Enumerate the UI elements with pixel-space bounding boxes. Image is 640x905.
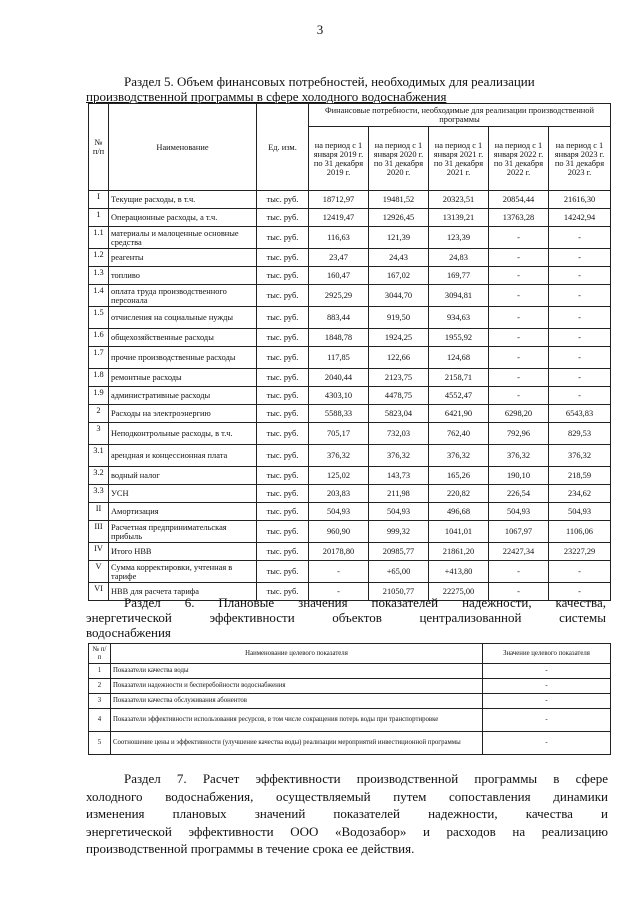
- row-unit: тыс. руб.: [257, 347, 309, 369]
- indicator-name: Соотношение цены и эффективности (улучшение качества воды) реализации мероприятий инвестиционной программы: [111, 732, 483, 755]
- row-value-2023: 504,93: [549, 503, 611, 521]
- row-value-2020: 211,98: [369, 485, 429, 503]
- row-num: V: [89, 561, 109, 583]
- indicator-row: [89, 664, 611, 679]
- row-value-2020: 20985,77: [369, 543, 429, 561]
- row-num: I: [89, 191, 109, 209]
- row-num: VI: [89, 583, 109, 601]
- row-value-2021: 20323,51: [429, 191, 489, 209]
- row-value-2021: +413,80: [429, 561, 489, 583]
- indicator-row: [89, 709, 611, 732]
- row-value-2019: 960,90: [309, 521, 369, 543]
- row-value-2020: 19481,52: [369, 191, 429, 209]
- indicator-num: 3: [89, 694, 111, 709]
- row-value-2020: 21050,77: [369, 583, 429, 601]
- row-value-2019: -: [309, 583, 369, 601]
- row-value-2023: 218,59: [549, 467, 611, 485]
- table-row: [89, 387, 611, 405]
- row-value-2020: 2123,75: [369, 369, 429, 387]
- indicator-name: Показатели качества обслуживания абонентов: [111, 694, 483, 709]
- row-value-2020: 12926,45: [369, 209, 429, 227]
- row-value-2020: 3044,70: [369, 285, 429, 307]
- row-name: Итого НВВ: [109, 543, 257, 561]
- table-row: [89, 267, 611, 285]
- row-value-2023: -: [549, 347, 611, 369]
- row-value-2019: 883,44: [309, 307, 369, 329]
- table-row: [89, 347, 611, 369]
- row-value-2019: 20178,80: [309, 543, 369, 561]
- row-name: оплата труда производственного персонала: [109, 285, 257, 307]
- indicator-num: 2: [89, 679, 111, 694]
- row-value-2020: 999,32: [369, 521, 429, 543]
- target-indicators-table: [88, 643, 611, 755]
- table-row: [89, 467, 611, 485]
- row-value-2022: -: [489, 267, 549, 285]
- row-value-2022: -: [489, 285, 549, 307]
- row-unit: тыс. руб.: [257, 467, 309, 485]
- row-value-2021: 2158,71: [429, 369, 489, 387]
- indicator-value: -: [483, 694, 611, 709]
- row-unit: тыс. руб.: [257, 387, 309, 405]
- row-value-2020: 1924,25: [369, 329, 429, 347]
- row-value-2022: -: [489, 387, 549, 405]
- row-value-2022: 6298,20: [489, 405, 549, 423]
- indicator-value: -: [483, 679, 611, 694]
- indicator-row: [89, 679, 611, 694]
- row-value-2020: 143,73: [369, 467, 429, 485]
- row-value-2021: 24,83: [429, 249, 489, 267]
- row-name: прочие производственные расходы: [109, 347, 257, 369]
- row-unit: тыс. руб.: [257, 521, 309, 543]
- row-value-2021: 124,68: [429, 347, 489, 369]
- row-value-2021: 762,40: [429, 423, 489, 445]
- row-value-2019: 1848,78: [309, 329, 369, 347]
- row-value-2020: 732,03: [369, 423, 429, 445]
- indicators-header-row: [89, 644, 611, 664]
- table-row: [89, 227, 611, 249]
- row-num: 3.1: [89, 445, 109, 467]
- row-value-2023: 6543,83: [549, 405, 611, 423]
- row-value-2022: -: [489, 347, 549, 369]
- section7-line5: производственной программы в течение срока ее действия.: [86, 841, 415, 856]
- indicator-num: 4: [89, 709, 111, 732]
- row-value-2023: -: [549, 267, 611, 285]
- header-name: Наименование: [109, 104, 257, 191]
- row-value-2022: 792,96: [489, 423, 549, 445]
- table-row: [89, 209, 611, 227]
- section6-title-line1: Раздел 6. Плановые значения показателей надежности, качества,: [124, 595, 606, 610]
- section6-title: [86, 595, 606, 640]
- row-value-2020: 376,32: [369, 445, 429, 467]
- row-value-2021: 376,32: [429, 445, 489, 467]
- row-num: 1.5: [89, 307, 109, 329]
- row-num: 1.6: [89, 329, 109, 347]
- row-num: 1.3: [89, 267, 109, 285]
- indicator-num: 1: [89, 664, 111, 679]
- section6-title-line2: энергетической эффективности объектов централизованной системы: [86, 610, 606, 625]
- section7-line1: Раздел 7. Расчет эффективности производственной программы в сфере: [124, 771, 608, 786]
- row-value-2023: -: [549, 329, 611, 347]
- row-value-2020: 919,50: [369, 307, 429, 329]
- row-value-2022: 1067,97: [489, 521, 549, 543]
- row-value-2021: 496,68: [429, 503, 489, 521]
- row-value-2022: 376,32: [489, 445, 549, 467]
- table-row: [89, 503, 611, 521]
- row-value-2019: 116,63: [309, 227, 369, 249]
- row-name: Текущие расходы, в т.ч.: [109, 191, 257, 209]
- row-num: 1.2: [89, 249, 109, 267]
- row-unit: тыс. руб.: [257, 191, 309, 209]
- row-value-2019: -: [309, 561, 369, 583]
- row-value-2022: -: [489, 369, 549, 387]
- row-value-2021: 22275,00: [429, 583, 489, 601]
- table-row: [89, 405, 611, 423]
- row-name: реагенты: [109, 249, 257, 267]
- header-period-2021: на период с 1 января 2021 г. по 31 декабря 2021 г.: [429, 127, 489, 191]
- row-value-2023: -: [549, 369, 611, 387]
- row-name: административные расходы: [109, 387, 257, 405]
- row-value-2019: 160,47: [309, 267, 369, 285]
- indicator-num: 5: [89, 732, 111, 755]
- row-name: УСН: [109, 485, 257, 503]
- row-value-2019: 376,32: [309, 445, 369, 467]
- row-name: Амортизация: [109, 503, 257, 521]
- table-row: [89, 561, 611, 583]
- table-row: [89, 543, 611, 561]
- row-value-2023: 376,32: [549, 445, 611, 467]
- row-name: Расходы на электроэнергию: [109, 405, 257, 423]
- financial-needs-rows: [89, 191, 611, 601]
- row-value-2023: -: [549, 227, 611, 249]
- row-num: 3.2: [89, 467, 109, 485]
- row-unit: тыс. руб.: [257, 209, 309, 227]
- section7-line3: изменения плановых значений показателей надежности, качества и: [86, 806, 608, 821]
- header-period-2023: на период с 1 января 2023 г. по 31 декабря 2023 г.: [549, 127, 611, 191]
- row-name: Расчетная предпринимательская прибыль: [109, 521, 257, 543]
- row-value-2022: -: [489, 583, 549, 601]
- row-value-2021: 21861,20: [429, 543, 489, 561]
- row-value-2019: 117,85: [309, 347, 369, 369]
- row-name: Неподконтрольные расходы, в т.ч.: [109, 423, 257, 445]
- indicator-name: Показатели надежности и бесперебойности водоснабжения: [111, 679, 483, 694]
- row-value-2019: 12419,47: [309, 209, 369, 227]
- row-value-2020: 24,43: [369, 249, 429, 267]
- row-value-2019: 203,83: [309, 485, 369, 503]
- row-unit: тыс. руб.: [257, 285, 309, 307]
- row-value-2023: -: [549, 583, 611, 601]
- row-num: 1.8: [89, 369, 109, 387]
- row-value-2022: 190,10: [489, 467, 549, 485]
- row-num: 3.3: [89, 485, 109, 503]
- row-value-2023: 14242,94: [549, 209, 611, 227]
- row-value-2023: 234,62: [549, 485, 611, 503]
- row-unit: тыс. руб.: [257, 249, 309, 267]
- row-value-2023: -: [549, 285, 611, 307]
- row-value-2022: 226,54: [489, 485, 549, 503]
- row-value-2021: 4552,47: [429, 387, 489, 405]
- row-value-2021: 1955,92: [429, 329, 489, 347]
- row-unit: тыс. руб.: [257, 423, 309, 445]
- row-name: НВВ для расчета тарифа: [109, 583, 257, 601]
- indicator-name: Показатели качества воды: [111, 664, 483, 679]
- row-value-2019: 705,17: [309, 423, 369, 445]
- indicator-row: [89, 732, 611, 755]
- row-value-2023: 23227,29: [549, 543, 611, 561]
- row-value-2021: 123,39: [429, 227, 489, 249]
- row-value-2020: +65,00: [369, 561, 429, 583]
- row-value-2023: -: [549, 307, 611, 329]
- row-value-2021: 165,26: [429, 467, 489, 485]
- row-value-2019: 23,47: [309, 249, 369, 267]
- table-row: [89, 423, 611, 445]
- row-value-2022: -: [489, 249, 549, 267]
- table-row: [89, 307, 611, 329]
- section5-title-line2: производственной программы в сфере холодного водоснабжения: [86, 89, 447, 104]
- header-group: Финансовые потребности, необходимые для реализации производственной программы: [309, 104, 611, 127]
- row-value-2019: 2040,44: [309, 369, 369, 387]
- indicator-value: -: [483, 732, 611, 755]
- row-num: III: [89, 521, 109, 543]
- indicators-rows: [89, 664, 611, 755]
- table-row: [89, 369, 611, 387]
- indicator-row: [89, 694, 611, 709]
- row-value-2022: 20854,44: [489, 191, 549, 209]
- row-value-2020: 122,66: [369, 347, 429, 369]
- row-unit: тыс. руб.: [257, 227, 309, 249]
- row-name: Сумма корректировки, учтенная в тарифе: [109, 561, 257, 583]
- row-value-2021: 3094,81: [429, 285, 489, 307]
- row-value-2019: 4303,10: [309, 387, 369, 405]
- table-row: [89, 485, 611, 503]
- header-num: № п/п: [89, 104, 109, 191]
- header-unit: Ед. изм.: [257, 104, 309, 191]
- row-value-2021: 220,82: [429, 485, 489, 503]
- row-value-2019: 504,93: [309, 503, 369, 521]
- table-row: [89, 249, 611, 267]
- section7-line4: энергетической эффективности ООО «Водозабор» и расходов на реализацию: [86, 823, 608, 839]
- indicator-value: -: [483, 709, 611, 732]
- row-name: отчисления на социальные нужды: [109, 307, 257, 329]
- row-value-2019: 18712,97: [309, 191, 369, 209]
- row-value-2023: -: [549, 249, 611, 267]
- financial-needs-table: [88, 103, 611, 601]
- row-value-2022: -: [489, 561, 549, 583]
- row-value-2023: -: [549, 387, 611, 405]
- section6-title-line3: водоснабжения: [86, 625, 171, 640]
- row-unit: тыс. руб.: [257, 503, 309, 521]
- row-name: ремонтные расходы: [109, 369, 257, 387]
- table-row: [89, 445, 611, 467]
- row-value-2021: 934,63: [429, 307, 489, 329]
- row-value-2021: 1041,01: [429, 521, 489, 543]
- row-num: 1.1: [89, 227, 109, 249]
- row-value-2022: -: [489, 329, 549, 347]
- row-num: II: [89, 503, 109, 521]
- row-unit: тыс. руб.: [257, 485, 309, 503]
- indicators-header-num: № п/п: [89, 644, 111, 664]
- indicators-header-name: Наименование целевого показателя: [111, 644, 483, 664]
- indicator-value: -: [483, 664, 611, 679]
- row-unit: тыс. руб.: [257, 369, 309, 387]
- row-num: IV: [89, 543, 109, 561]
- row-value-2023: -: [549, 561, 611, 583]
- row-value-2021: 6421,90: [429, 405, 489, 423]
- row-value-2019: 125,02: [309, 467, 369, 485]
- row-value-2022: 22427,34: [489, 543, 549, 561]
- section7-paragraph: [86, 770, 608, 858]
- row-name: Операционные расходы, а т.ч.: [109, 209, 257, 227]
- row-value-2023: 829,53: [549, 423, 611, 445]
- header-period-2020: на период с 1 января 2020 г. по 31 декабря 2020 г.: [369, 127, 429, 191]
- row-num: 1.9: [89, 387, 109, 405]
- row-value-2022: 13763,28: [489, 209, 549, 227]
- row-value-2020: 4478,75: [369, 387, 429, 405]
- row-unit: тыс. руб.: [257, 561, 309, 583]
- row-unit: тыс. руб.: [257, 445, 309, 467]
- section5-title-line1: Раздел 5. Объем финансовых потребностей, необходимых для реализации: [124, 74, 535, 89]
- row-unit: тыс. руб.: [257, 405, 309, 423]
- row-value-2023: 21616,30: [549, 191, 611, 209]
- row-value-2020: 504,93: [369, 503, 429, 521]
- row-name: общехозяйственные расходы: [109, 329, 257, 347]
- row-name: водный налог: [109, 467, 257, 485]
- row-value-2023: 1106,06: [549, 521, 611, 543]
- table-row: [89, 191, 611, 209]
- row-num: 3: [89, 423, 109, 445]
- row-value-2020: 121,39: [369, 227, 429, 249]
- row-name: топливо: [109, 267, 257, 285]
- row-value-2022: -: [489, 307, 549, 329]
- row-unit: тыс. руб.: [257, 307, 309, 329]
- table-row: [89, 285, 611, 307]
- row-unit: тыс. руб.: [257, 267, 309, 285]
- table-row: [89, 521, 611, 543]
- row-value-2022: 504,93: [489, 503, 549, 521]
- row-unit: тыс. руб.: [257, 583, 309, 601]
- row-value-2021: 169,77: [429, 267, 489, 285]
- section5-title: [86, 74, 606, 104]
- header-period-2022: на период с 1 января 2022 г. по 31 декабря 2022 г.: [489, 127, 549, 191]
- row-value-2019: 2925,29: [309, 285, 369, 307]
- row-unit: тыс. руб.: [257, 329, 309, 347]
- row-value-2022: -: [489, 227, 549, 249]
- row-value-2021: 13139,21: [429, 209, 489, 227]
- page-number: 3: [316, 22, 324, 37]
- indicators-header-value: Значение целевого показателя: [483, 644, 611, 664]
- row-num: 1.4: [89, 285, 109, 307]
- row-num: 2: [89, 405, 109, 423]
- table-row: [89, 329, 611, 347]
- row-name: материалы и малоценные основные средства: [109, 227, 257, 249]
- row-value-2020: 167,02: [369, 267, 429, 285]
- row-num: 1: [89, 209, 109, 227]
- row-name: арендная и концессионная плата: [109, 445, 257, 467]
- row-value-2020: 5823,04: [369, 405, 429, 423]
- section7-line2: холодного водоснабжения, осуществляемый путем сопоставления динамики: [86, 788, 608, 804]
- indicator-name: Показатели эффективности использования ресурсов, в том числе сокращения потерь воды при транспортировке: [111, 709, 483, 732]
- row-num: 1.7: [89, 347, 109, 369]
- header-period-2019: на период с 1 января 2019 г. по 31 декабря 2019 г.: [309, 127, 369, 191]
- row-value-2019: 5588,33: [309, 405, 369, 423]
- row-unit: тыс. руб.: [257, 543, 309, 561]
- table-header-row: [89, 104, 611, 127]
